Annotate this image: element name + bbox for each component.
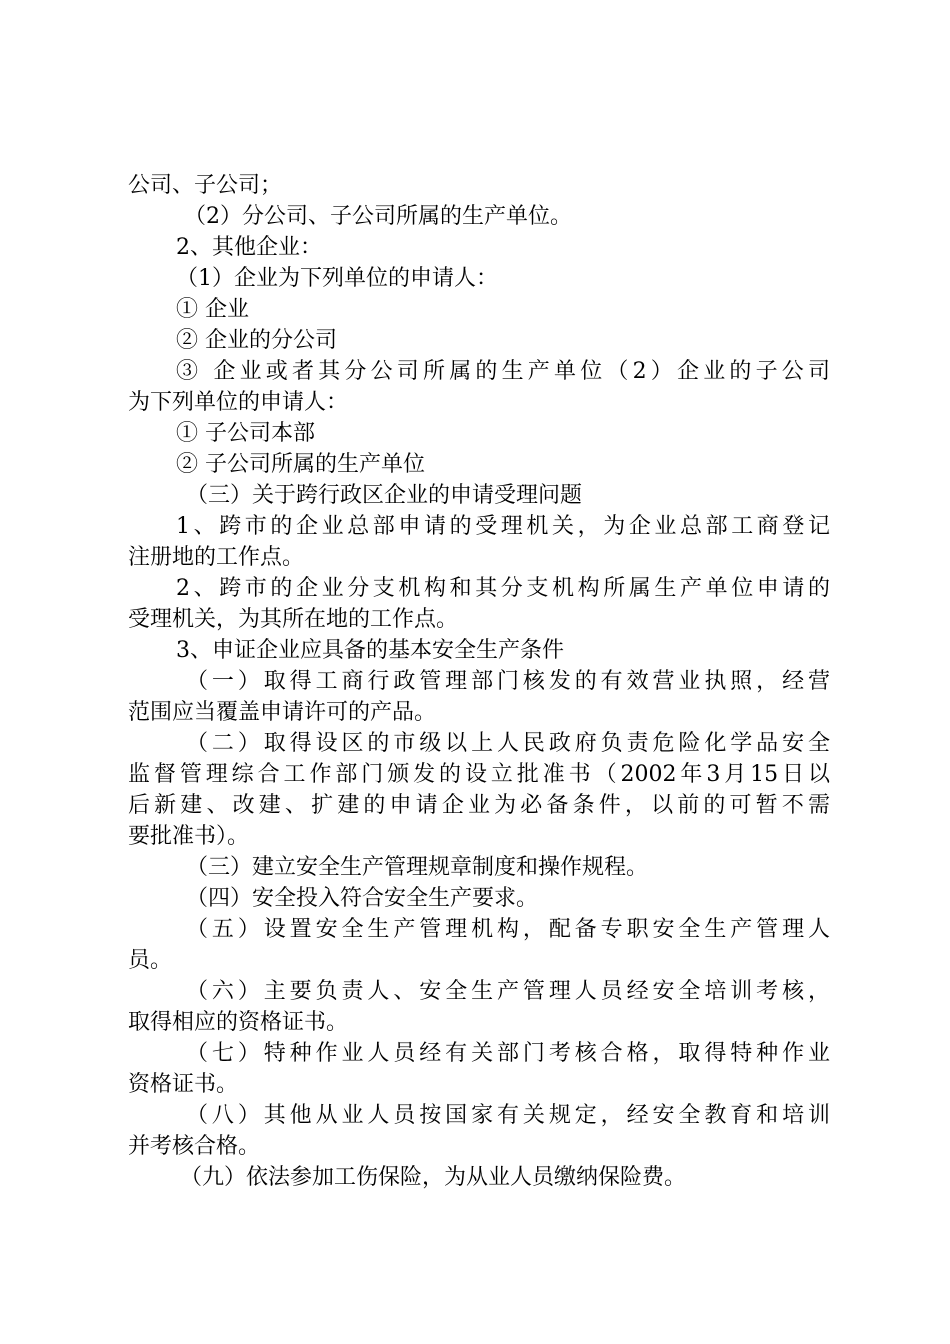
text-line-19: （二）取得设区的市级以上人民政府负责危险化学品安全 <box>186 731 830 756</box>
text-line-30: 资格证书。 <box>128 1072 239 1097</box>
text-line-25: （五）设置安全生产管理机构，配备专职安全生产管理人 <box>186 917 830 942</box>
text-line-1: 公司、子公司； <box>128 173 283 198</box>
text-line-31: （八）其他从业人员按国家有关规定，经安全教育和培训 <box>186 1103 830 1128</box>
text-line-23: （三）建立安全生产管理规章制度和操作规程。 <box>186 855 649 880</box>
text-line-29: （七）特种作业人员经有关部门考核合格，取得特种作业 <box>186 1041 830 1066</box>
text-line-18: 范围应当覆盖申请许可的产品。 <box>128 700 437 725</box>
text-line-14: 2、跨市的企业分支机构和其分支机构所属生产单位申请的 <box>176 576 830 601</box>
text-line-17: （一）取得工商行政管理部门核发的有效营业执照，经营 <box>186 669 830 694</box>
document-body <box>128 170 830 1193</box>
text-line-27: （六）主要负责人、安全生产管理人员经安全培训考核， <box>186 979 830 1004</box>
text-line-4: （1）企业为下列单位的申请人： <box>176 266 498 291</box>
text-line-9: ① 子公司本部 <box>176 421 315 446</box>
text-line-13: 注册地的工作点。 <box>128 545 305 570</box>
text-line-10: ② 子公司所属的生产单位 <box>176 452 425 477</box>
text-line-7: ③ 企业或者其分公司所属的生产单位（2）企业的子公司 <box>176 359 830 384</box>
text-line-28: 取得相应的资格证书。 <box>128 1010 349 1035</box>
text-line-12: 1、跨市的企业总部申请的受理机关，为企业总部工商登记 <box>176 514 830 539</box>
text-line-24: （四）安全投入符合安全生产要求。 <box>186 886 539 911</box>
text-line-6: ② 企业的分公司 <box>176 328 337 353</box>
text-line-33: （九）依法参加工伤保险，为从业人员缴纳保险费。 <box>180 1165 687 1190</box>
section-heading-3: （三）关于跨行政区企业的申请受理问题 <box>186 483 583 508</box>
text-line-15: 受理机关，为其所在地的工作点。 <box>128 607 459 632</box>
text-line-20: 监督管理综合工作部门颁发的设立批准书（2002年3月15日以 <box>128 762 830 787</box>
text-line-21: 后新建、改建、扩建的申请企业为必备条件，以前的可暂不需 <box>128 793 830 818</box>
text-line-8: 为下列单位的申请人： <box>128 390 349 415</box>
text-line-3: 2、其他企业： <box>176 235 322 260</box>
text-line-26: 员。 <box>128 948 173 973</box>
text-line-22: 要批准书）。 <box>128 824 250 849</box>
text-line-16: 3、申证企业应具备的基本安全生产条件 <box>176 638 564 663</box>
text-line-5: ① 企业 <box>176 297 249 322</box>
text-line-32: 并考核合格。 <box>128 1134 261 1159</box>
text-line-2: （2）分公司、子公司所属的生产单位。 <box>184 204 572 229</box>
